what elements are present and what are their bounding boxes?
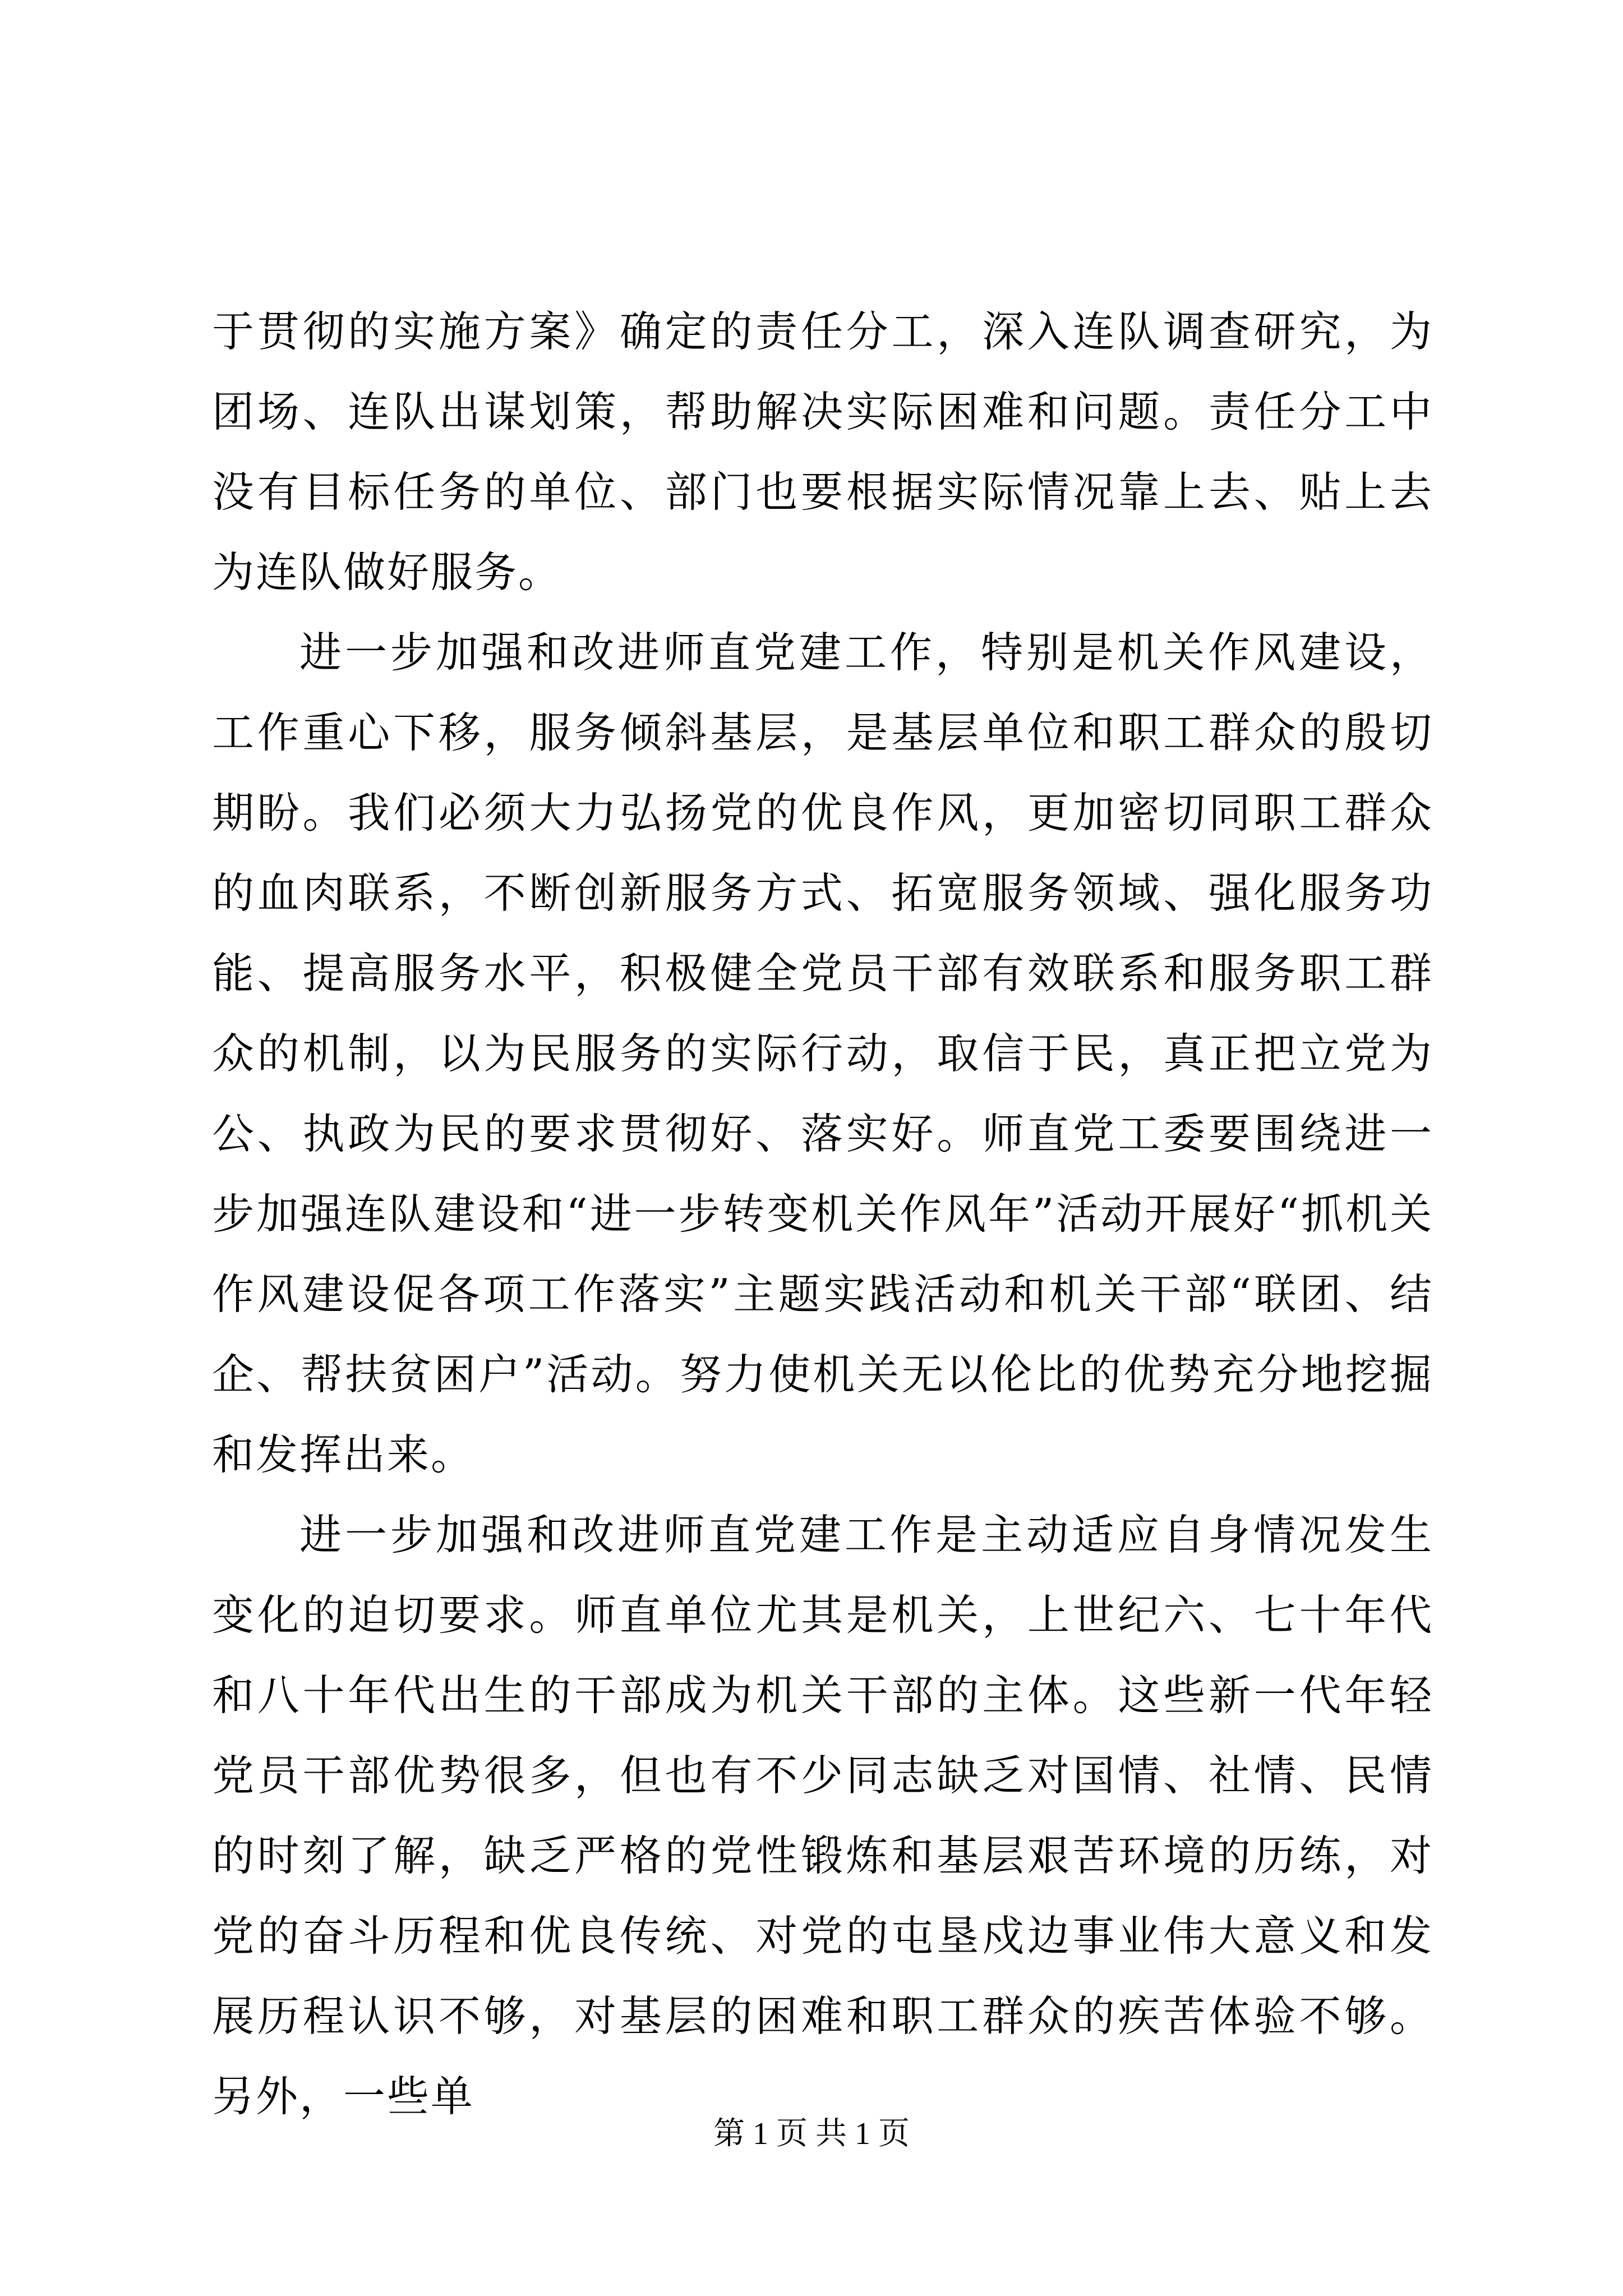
paragraph: 进一步加强和改进师直党建工作是主动适应自身情况发生变化的迫切要求。师直单位尤其是机关，上世纪六、七十年代和八十年代出生的干部成为机关干部的主体。这些新一代年轻党员干部优势很多，但也有不少同志缺乏对国情、社情、民情的时刻了解，缺乏严格的党性锻炼和基层艰苦环境的历练，对党的奋斗历程和优良传统、对党的屯垦戍边事业伟大意义和发展历程认识不够，对基层的困难和职工群众的疾苦体验不够。另外，一些单 — [212, 1510, 1433, 2121]
page-footer: 第 1 页 共 1 页 — [713, 2116, 910, 2151]
paragraph-continued: 于贯彻的实施方案》确定的责任分工，深入连队调查研究，为团场、连队出谋划策，帮助解决实际困难和问题。责任分工中没有目标任务的单位、部门也要根据实际情况靠上去、贴上去为连队做好服务。 — [212, 307, 1433, 597]
body-text — [212, 292, 1433, 2137]
paragraph: 进一步加强和改进师直党建工作，特别是机关作风建设，工作重心下移，服务倾斜基层，是基层单位和职工群众的殷切期盼。我们必须大力弘扬党的优良作风，更加密切同职工群众的血肉联系，不断创新服务方式、拓宽服务领域、强化服务功能、提高服务水平，积极健全党员干部有效联系和服务职工群众的机制，以为民服务的实际行动，取信于民，真正把立党为公、执政为民的要求贯彻好、落实好。师直党工委要围绕进一步加强连队建设和“进一步转变机关作风年”活动开展好“抓机关作风建设促各项工作落实”主题实践活动和机关干部“联团、结企、帮扶贫困户”活动。努力使机关无以伦比的优势充分地挖掘和发挥出来。 — [212, 628, 1433, 1479]
